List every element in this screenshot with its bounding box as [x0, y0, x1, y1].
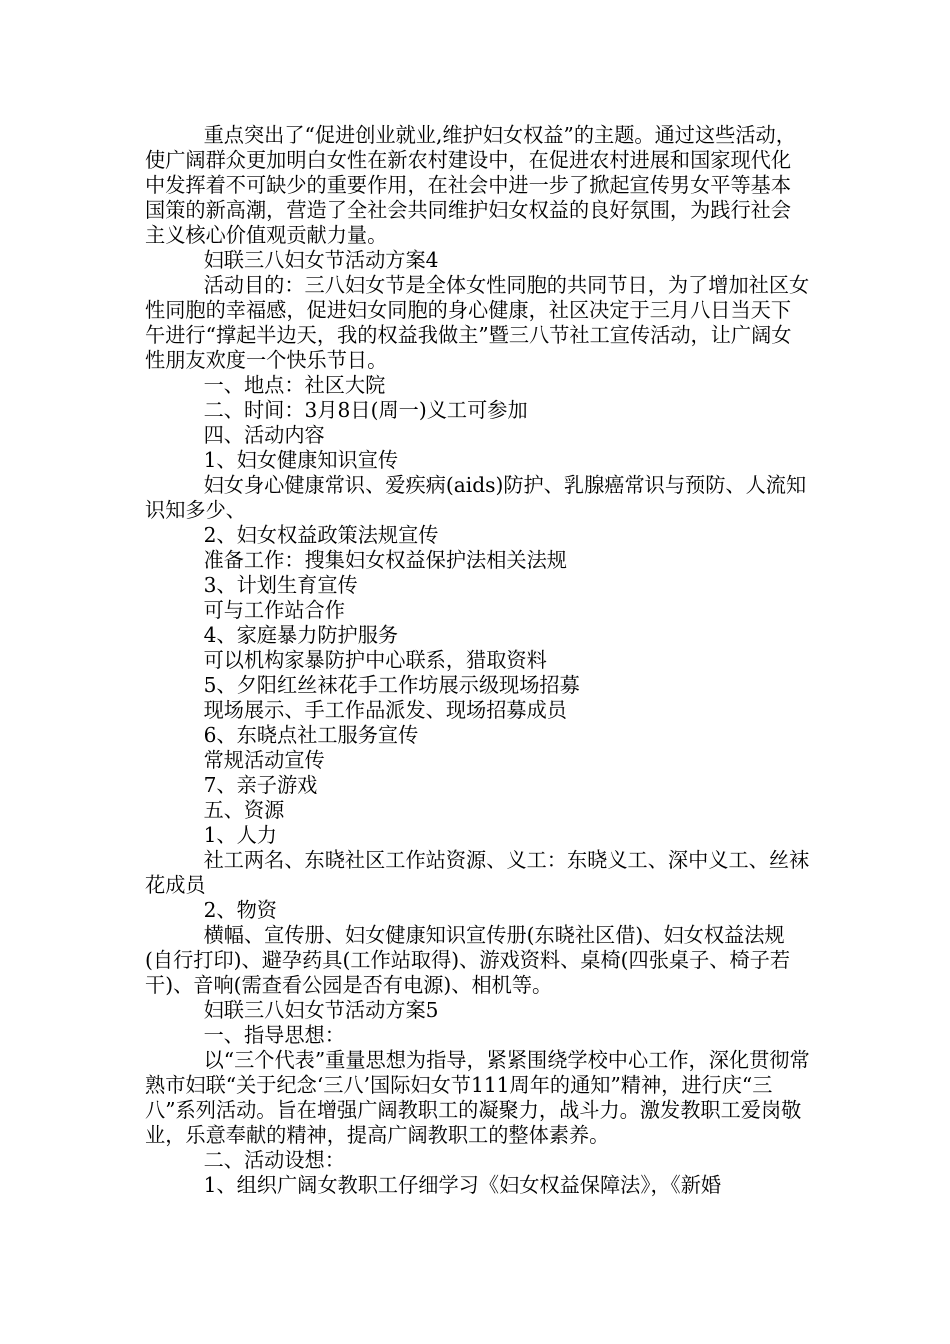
item-materials: 2、物资 [203, 898, 277, 922]
item-family-planning: 3、计划生育宣传 [203, 573, 358, 597]
item-handcraft-workshop: 5、夕阳红丝袜花手工作坊展示级现场招募 [203, 673, 580, 697]
document-body [145, 123, 810, 1198]
item-domestic-violence: 4、家庭暴力防护服务 [203, 623, 399, 647]
detail-family-planning: 可与工作站合作 [203, 598, 345, 622]
section-title-plan-4: 妇联三八妇女节活动方案4 [203, 248, 439, 272]
item-location: 一、地点：社区大院 [203, 373, 386, 397]
detail-domestic-violence: 可以机构家暴防护中心联系，猎取资料 [203, 648, 547, 672]
detail-manpower: 社工两名、东晓社区工作站资源、义工：东晓义工、深中义工、丝袜花成员 [145, 848, 810, 897]
item-social-work-promo: 6、东晓点社工服务宣传 [203, 723, 419, 747]
paragraph-theme-summary: 重点突出了“促进创业就业,维护妇女权益”的主题。通过这些活动，使广阔群众更加明白女性在新农村建设中，在促进农村进展和国家现代化中发挥着不可缺少的重要作用，在社会中进一步了掀起宣传男女平等基本国策的新高潮，营造了全社会共同维护妇女权益的良好氛围，为践行社会主义核心价值观贡献力量。 [145, 123, 796, 247]
item-study-law: 1、组织广阔女教职工仔细学习《妇女权益保障法》，《新婚 [203, 1173, 722, 1197]
section-title-plan-5: 妇联三八妇女节活动方案5 [203, 998, 439, 1022]
heading-guiding-thought: 一、指导思想： [203, 1023, 345, 1047]
paragraph-guiding-thought: 以“三个代表”重量思想为指导，紧紧围绕学校中心工作，深化贯彻常熟市妇联“关于纪念‘三八’国际妇女节111周年的通知”精神，进行庆“三八”系列活动。旨在增强广阔教职工的凝聚力，战斗力。激发教职工爱岗敬业，乐意奉献的精神，提高广阔教职工的整体素养。 [145, 1048, 810, 1147]
item-time: 二、时间：3月8日(周一)义工可参加 [203, 398, 528, 422]
detail-health-knowledge: 妇女身心健康常识、爱疾病(aids)防护、乳腺癌常识与预防、人流知识知多少、 [145, 473, 807, 522]
paragraph-activity-purpose: 活动目的：三八妇女节是全体女性同胞的共同节日，为了增加社区女性同胞的幸福感，促进妇女同胞的身心健康，社区决定于三月八日当天下午进行“撑起半边天，我的权益我做主”暨三八节社工宣传活动，让广阔女性朋友欢度一个快乐节日。 [145, 273, 810, 372]
heading-activity-content: 四、活动内容 [203, 423, 325, 447]
heading-resources: 五、资源 [203, 798, 285, 822]
detail-handcraft-workshop: 现场展示、手工作品派发、现场招募成员 [203, 698, 567, 722]
detail-rights-policy: 准备工作：搜集妇女权益保护法相关法规 [203, 548, 567, 572]
detail-materials: 横幅、宣传册、妇女健康知识宣传册(东晓社区借)、妇女权益法规(自行打印)、避孕药具(工作站取得)、游戏资料、桌椅(四张桌子、椅子若干)、音响(需查看公园是否有电源)、相机等。 [145, 923, 791, 997]
item-health-knowledge: 1、妇女健康知识宣传 [203, 448, 399, 472]
item-parent-child-games: 7、亲子游戏 [203, 773, 318, 797]
detail-social-work-promo: 常规活动宣传 [203, 748, 325, 772]
item-rights-policy: 2、妇女权益政策法规宣传 [203, 523, 439, 547]
item-manpower: 1、人力 [203, 823, 277, 847]
heading-activity-plan: 二、活动设想： [203, 1148, 345, 1172]
